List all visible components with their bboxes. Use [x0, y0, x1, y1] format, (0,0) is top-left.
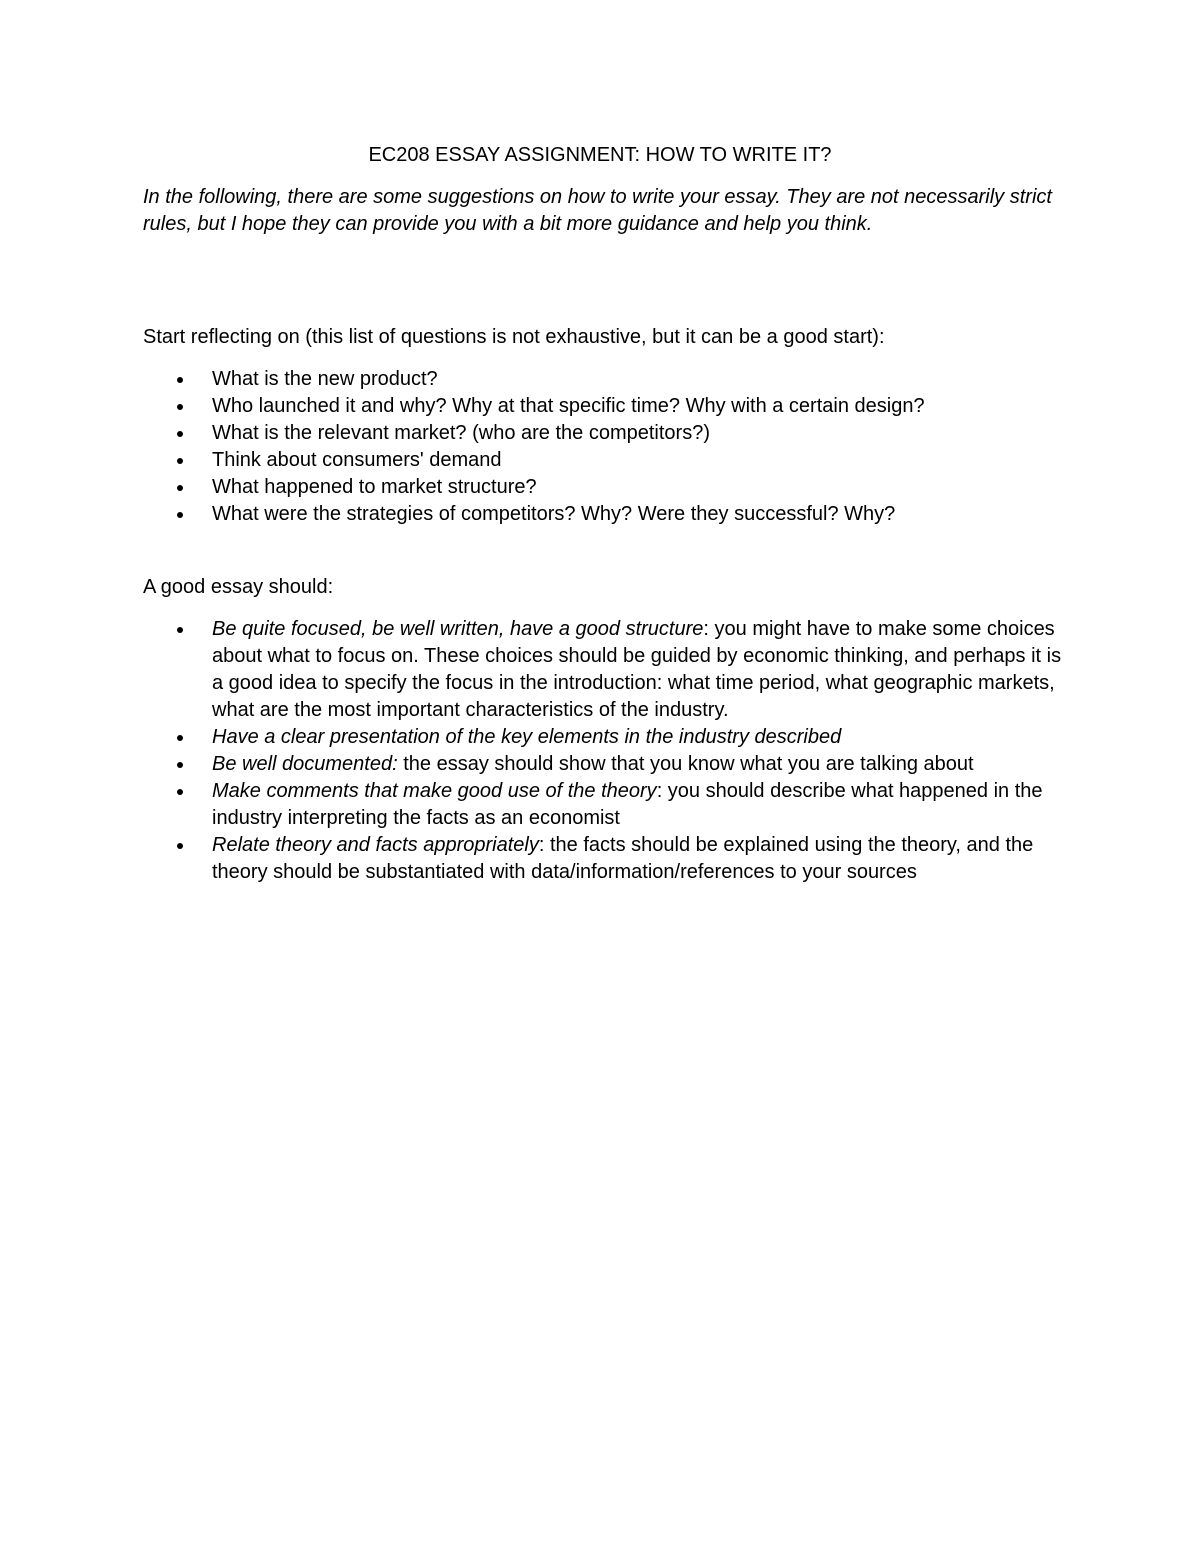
essay-heading: A good essay should: [143, 576, 334, 598]
list-item [143, 366, 1063, 393]
list-item-text: : you might have to make some choices about what to focus on. These choices should be guided by economic thinking, and perhaps it is a good idea to specify the focus in the introduction: what time period, what geographic markets, what are the most important characteristics of the industry. [212, 618, 1062, 721]
list-item-text: What were the strategies of competitors? Why? Were they successful? Why? [212, 503, 896, 525]
list-item [143, 724, 1063, 751]
list-item-text: Who launched it and why? Why at that specific time? Why with a certain design? [212, 395, 925, 417]
list-item-emphasis: Be quite focused, be well written, have a good structure [212, 618, 704, 640]
list-item-text: the essay should show that you know what you are talking about [397, 753, 974, 775]
list-item-text: Think about consumers' demand [212, 449, 502, 471]
list-item-emphasis: Be well documented: [212, 753, 398, 775]
list-item-text: : you should describe what happened in the industry interpreting the facts as an economist [212, 780, 1043, 829]
list-item-text: What is the relevant market? (who are the competitors?) [212, 422, 710, 444]
list-item [143, 447, 1063, 474]
list-item [143, 420, 1063, 447]
reflect-heading: Start reflecting on (this list of questions is not exhaustive, but it can be a good start): [143, 326, 885, 348]
list-item [143, 832, 1063, 886]
list-item [143, 501, 1063, 528]
list-item-text: What is the new product? [212, 368, 438, 390]
list-item-emphasis: Relate theory and facts appropriately [212, 834, 539, 856]
list-item [143, 778, 1063, 832]
document-title: EC208 ESSAY ASSIGNMENT: HOW TO WRITE IT? [368, 144, 832, 166]
intro-paragraph: In the following, there are some suggestions on how to write your essay. They are not necessarily strict rules, but I hope they can provide you with a bit more guidance and help you think. [143, 186, 1052, 235]
reflect-list [143, 366, 1063, 528]
list-item-emphasis: Have a clear presentation of the key elements in the industry described [212, 726, 842, 748]
list-item-emphasis: Make comments that make good use of the theory [212, 780, 657, 802]
list-item [143, 474, 1063, 501]
list-item-text: : the facts should be explained using the theory, and the theory should be substantiated with data/information/references to your sources [212, 834, 1034, 883]
list-item-text: What happened to market structure? [212, 476, 537, 498]
essay-list [143, 616, 1063, 886]
list-item [143, 751, 1063, 778]
list-item [143, 393, 1063, 420]
list-item [143, 616, 1063, 724]
